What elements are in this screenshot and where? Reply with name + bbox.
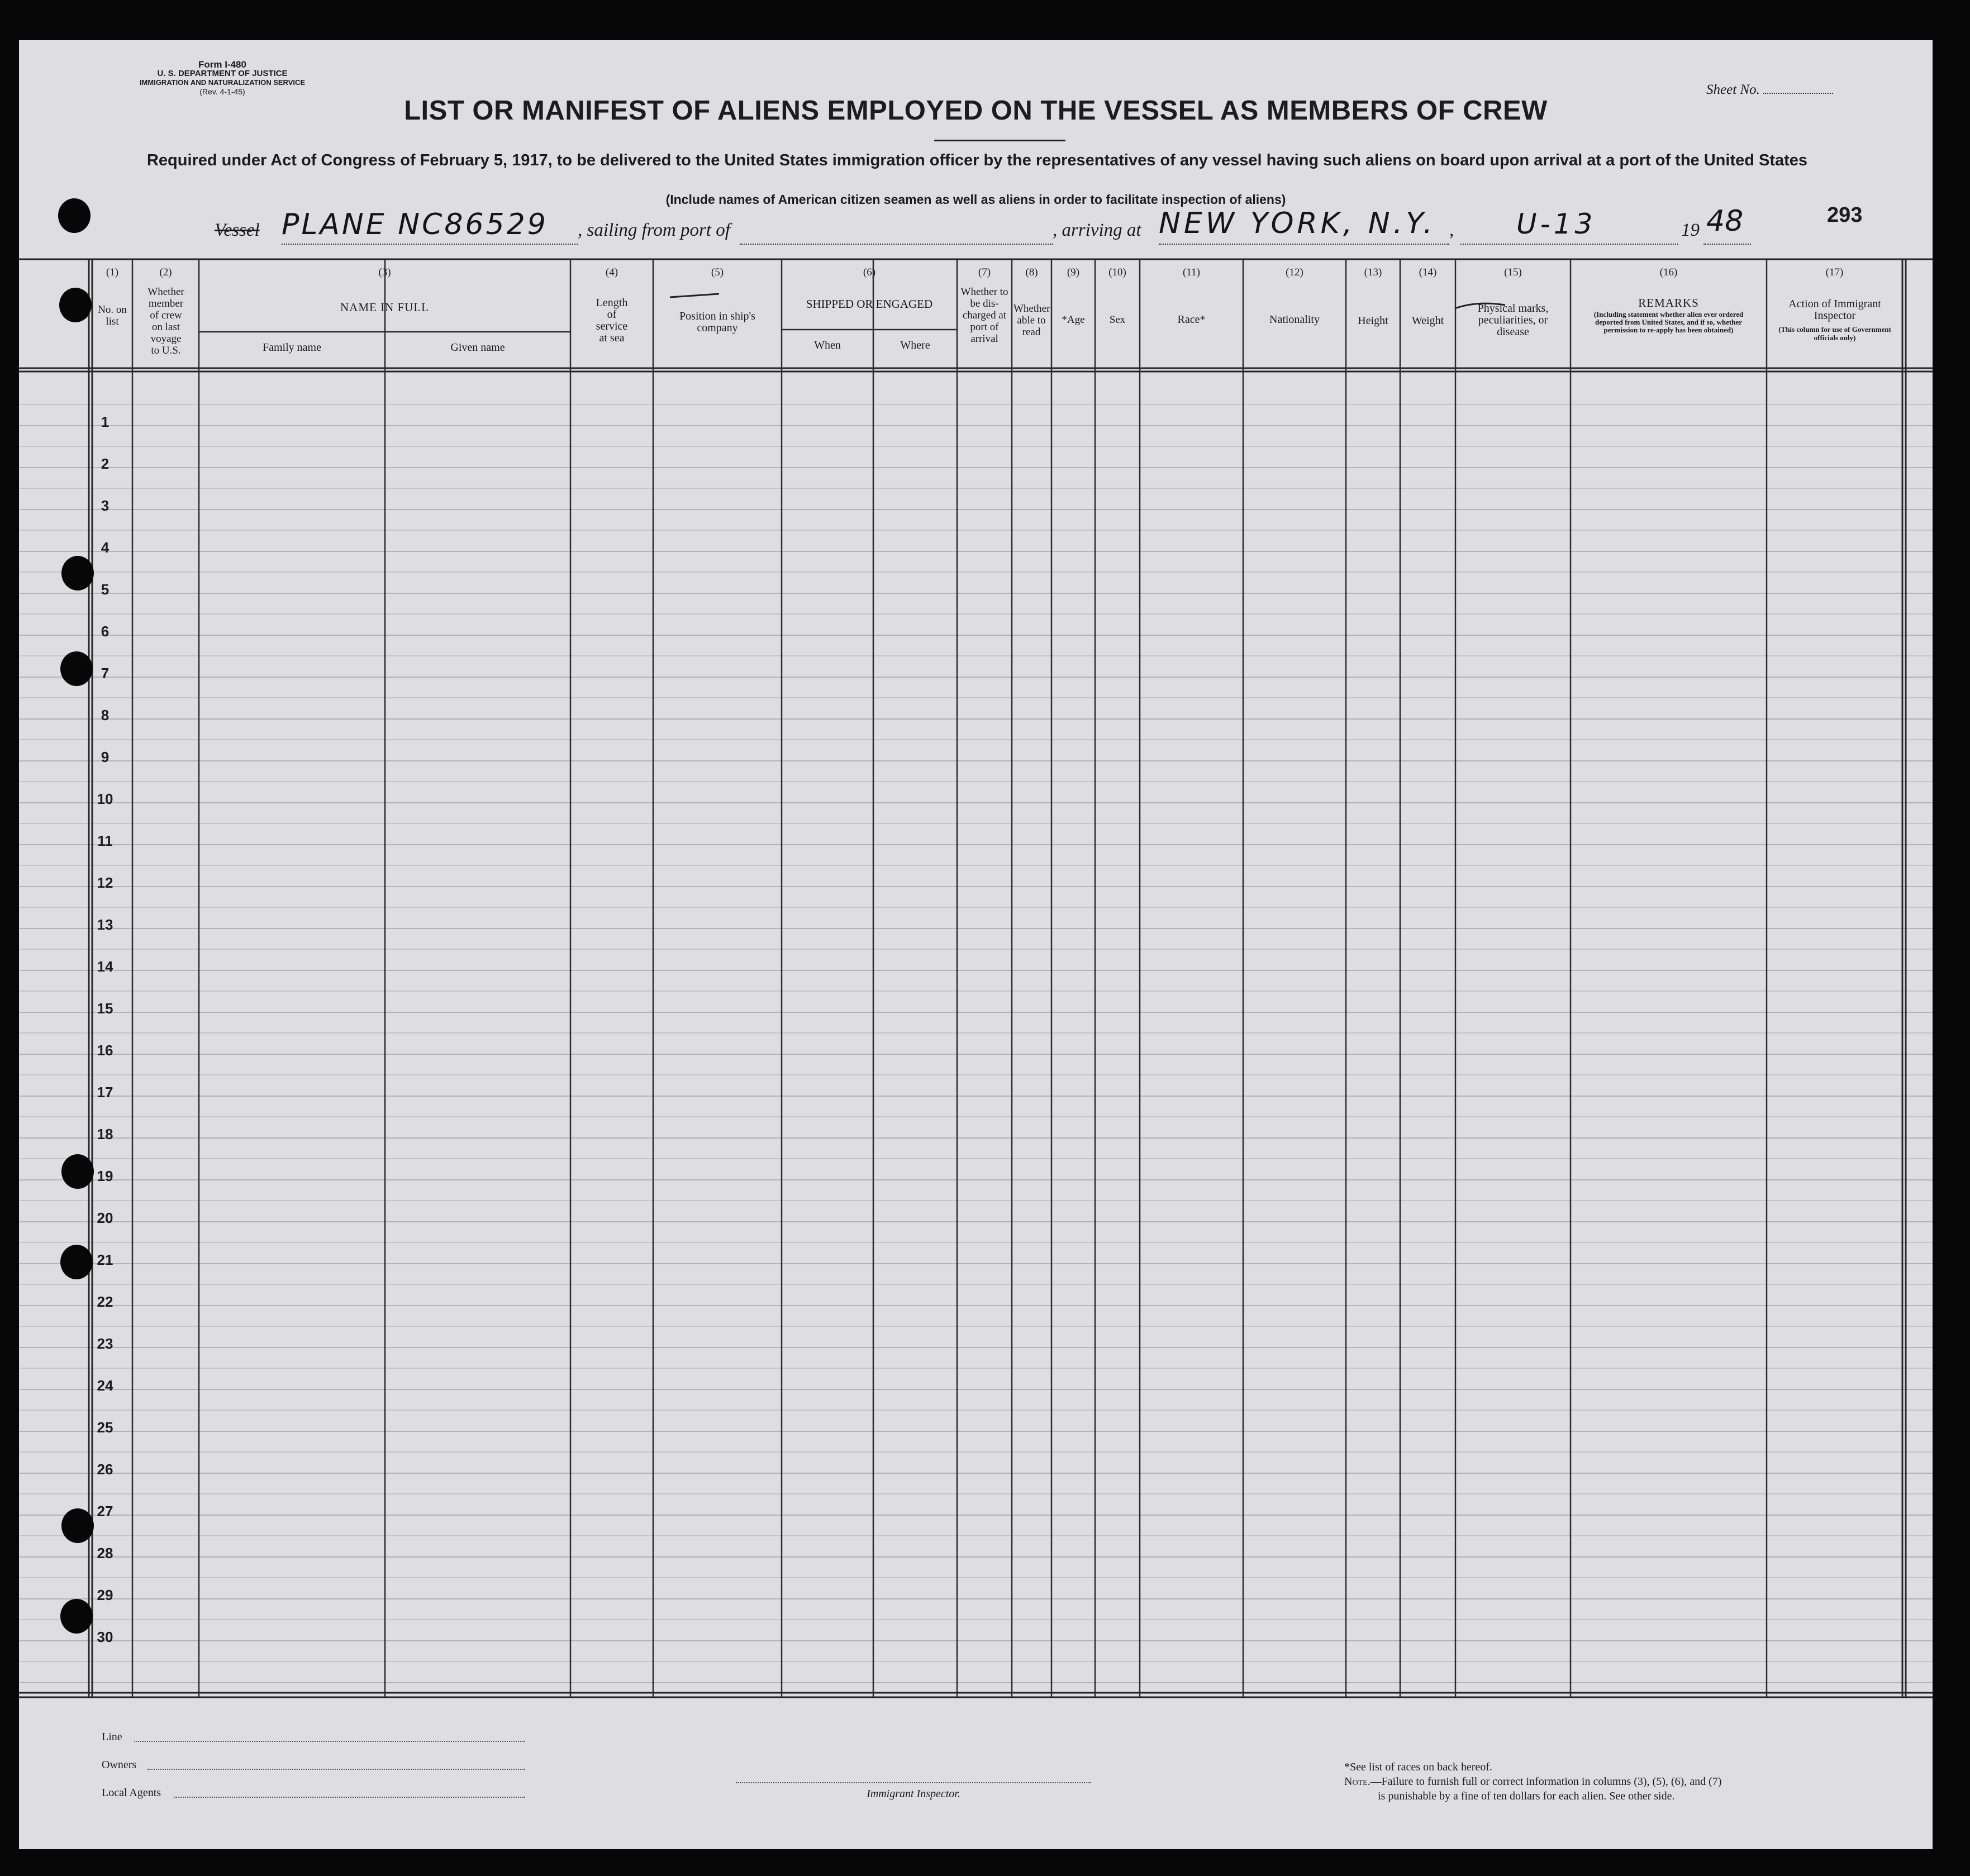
arrival-date-field[interactable]: U-13: [1516, 208, 1596, 240]
revision: (Rev. 4-1-45): [199, 87, 245, 96]
row-number: 4: [101, 539, 110, 556]
arriving-label: , arriving at: [1053, 220, 1141, 240]
row-number: 26: [97, 1461, 113, 1478]
row-number: 3: [101, 497, 110, 514]
col-1-label: No. on list: [98, 304, 127, 327]
col-16-number: (16): [1659, 266, 1678, 278]
row-number: 20: [97, 1210, 113, 1226]
row-number: 16: [97, 1042, 113, 1059]
department: U. S. DEPARTMENT OF JUSTICE: [157, 69, 288, 78]
year-field[interactable]: 48: [1706, 204, 1744, 238]
col-6-number: (6): [863, 266, 876, 278]
col-8-number: (8): [1025, 266, 1038, 278]
col-12-label: Nationality: [1269, 313, 1320, 326]
row-number: 13: [97, 916, 113, 933]
col-5-label: Position in ship's company: [679, 310, 755, 334]
col-16-note: (Including statement whether alien ever ordered deported from United States, and if so, whether permission to re-apply has been obtained): [1593, 310, 1744, 334]
footer-local-agents-label: Local Agents: [102, 1787, 161, 1799]
row-number: 11: [97, 832, 113, 849]
manifest-sheet: [19, 40, 1933, 1849]
row-number: 7: [101, 665, 110, 682]
sheet-number-label: Sheet No.: [1706, 82, 1760, 97]
footer-owners-label: Owners: [102, 1759, 137, 1771]
pen-mark: [670, 294, 719, 297]
col-7-label: Whether to be dis- charged at port of arrival: [960, 286, 1008, 345]
row-number: 15: [97, 1000, 113, 1017]
row-number: 18: [97, 1126, 113, 1142]
col-10-number: (10): [1108, 266, 1126, 278]
row-number: 25: [97, 1419, 113, 1436]
row-number: 2: [101, 455, 110, 472]
col-13-label: Height: [1358, 315, 1388, 327]
penalty-note-text: —Failure to furnish full or correct information in columns (3), (5), (6), and (7): [1370, 1775, 1722, 1788]
col-2-label: Whether member of crew on last voyage to U.S.: [147, 286, 184, 356]
row-number: 17: [97, 1084, 113, 1101]
binder-hole: [60, 651, 93, 686]
col-14-label: Weight: [1411, 315, 1444, 327]
col-7-number: (7): [978, 266, 991, 278]
binder-hole: [61, 556, 94, 591]
row-number: 27: [97, 1503, 113, 1520]
row-number: 24: [97, 1377, 113, 1394]
col-3-family-name: Family name: [263, 341, 321, 354]
col-12-number: (12): [1286, 266, 1303, 278]
col-9-label: *Age: [1062, 314, 1085, 326]
row-number: 10: [97, 791, 113, 807]
col-17-number: (17): [1825, 266, 1844, 278]
col-11-label: Race*: [1177, 313, 1206, 326]
penalty-note: [1344, 1774, 1721, 1789]
row-number: 28: [97, 1545, 113, 1561]
col-5-number: (5): [711, 266, 724, 278]
binder-hole: [58, 198, 91, 233]
col-3-label: NAME IN FULL: [340, 301, 429, 314]
col-15-label: Physical marks, peculiarities, or disease: [1477, 302, 1549, 338]
date-comma: ,: [1449, 220, 1454, 240]
row-number: 1: [101, 413, 110, 430]
include-note: (Include names of American citizen seamen as well as aliens in order to facilitate inspection of aliens): [665, 192, 1286, 207]
row-number: 8: [101, 707, 110, 723]
vessel-name-field[interactable]: PLANE NC86529: [282, 208, 548, 241]
service: IMMIGRATION AND NATURALIZATION SERVICE: [139, 78, 306, 87]
col-17-note: (This column for use of Government officials only): [1778, 325, 1891, 342]
col-3-number: (3): [378, 266, 391, 278]
penalty-note-prefix: Note.: [1344, 1775, 1371, 1788]
penalty-note-continued: is punishable by a fine of ten dollars for each alien. See other side.: [1378, 1790, 1675, 1802]
col-4-number: (4): [605, 266, 618, 278]
row-number: 22: [97, 1293, 113, 1310]
binder-hole: [61, 1508, 94, 1543]
row-number: 21: [97, 1251, 113, 1268]
col-1-number: (1): [106, 266, 119, 278]
col-6-label: SHIPPED OR ENGAGED: [806, 297, 933, 311]
arriving-port-field[interactable]: NEW YORK, N.Y.: [1159, 207, 1436, 240]
binder-hole: [61, 1154, 94, 1189]
binder-hole: [59, 288, 92, 322]
footer-owners-field[interactable]: [147, 1769, 525, 1770]
row-number: 6: [101, 623, 110, 640]
col-2-number: (2): [159, 266, 172, 278]
col-8-label: Whether able to read: [1013, 303, 1050, 338]
col-14-number: (14): [1419, 266, 1437, 278]
footer-line-label: Line: [102, 1731, 122, 1743]
inspector-label: Immigrant Inspector.: [867, 1788, 960, 1800]
footer-line-field[interactable]: [134, 1741, 525, 1742]
row-number: 19: [97, 1168, 113, 1184]
col-3-given-name: Given name: [450, 341, 505, 354]
inspector-signature-field[interactable]: [736, 1782, 1091, 1783]
col-17-label: Action of Immigrant Inspector: [1788, 298, 1881, 322]
col-10-label: Sex: [1109, 314, 1126, 326]
row-number: 12: [97, 874, 113, 891]
form-subtitle: Required under Act of Congress of February 5, 1917, to be delivered to the United States immigration officer by the representatives of any vessel having such aliens on board upon arrival at a port of the United States: [146, 151, 1808, 169]
year-prefix: 19: [1681, 220, 1700, 240]
row-number: 29: [97, 1587, 113, 1603]
row-number: 5: [101, 581, 110, 598]
col-13-number: (13): [1364, 266, 1382, 278]
col-11-number: (11): [1183, 266, 1200, 278]
col-6-when: When: [814, 339, 841, 351]
col-6-where: Where: [900, 339, 930, 351]
sailing-label: , sailing from port of: [578, 220, 730, 240]
form-title: LIST OR MANIFEST OF ALIENS EMPLOYED ON THE VESSEL AS MEMBERS OF CREW: [404, 96, 1548, 126]
binder-hole: [60, 1599, 93, 1634]
row-number: 30: [97, 1629, 113, 1645]
col-4-label: Length of service at sea: [596, 297, 628, 344]
col-15-number: (15): [1504, 266, 1522, 278]
footer-local-agents-field[interactable]: [174, 1797, 525, 1798]
vessel-label: Vessel: [215, 220, 260, 240]
race-list-note: *See list of races on back hereof.: [1344, 1761, 1492, 1773]
form-number: Form I-480: [198, 59, 246, 70]
col-9-number: (9): [1067, 266, 1080, 278]
row-number: 9: [101, 749, 110, 765]
col-16-label: REMARKS: [1638, 296, 1699, 310]
stamp-number: 293: [1827, 203, 1863, 227]
binder-hole: [60, 1245, 93, 1279]
row-number: 14: [97, 958, 113, 975]
row-number: 23: [97, 1335, 113, 1352]
